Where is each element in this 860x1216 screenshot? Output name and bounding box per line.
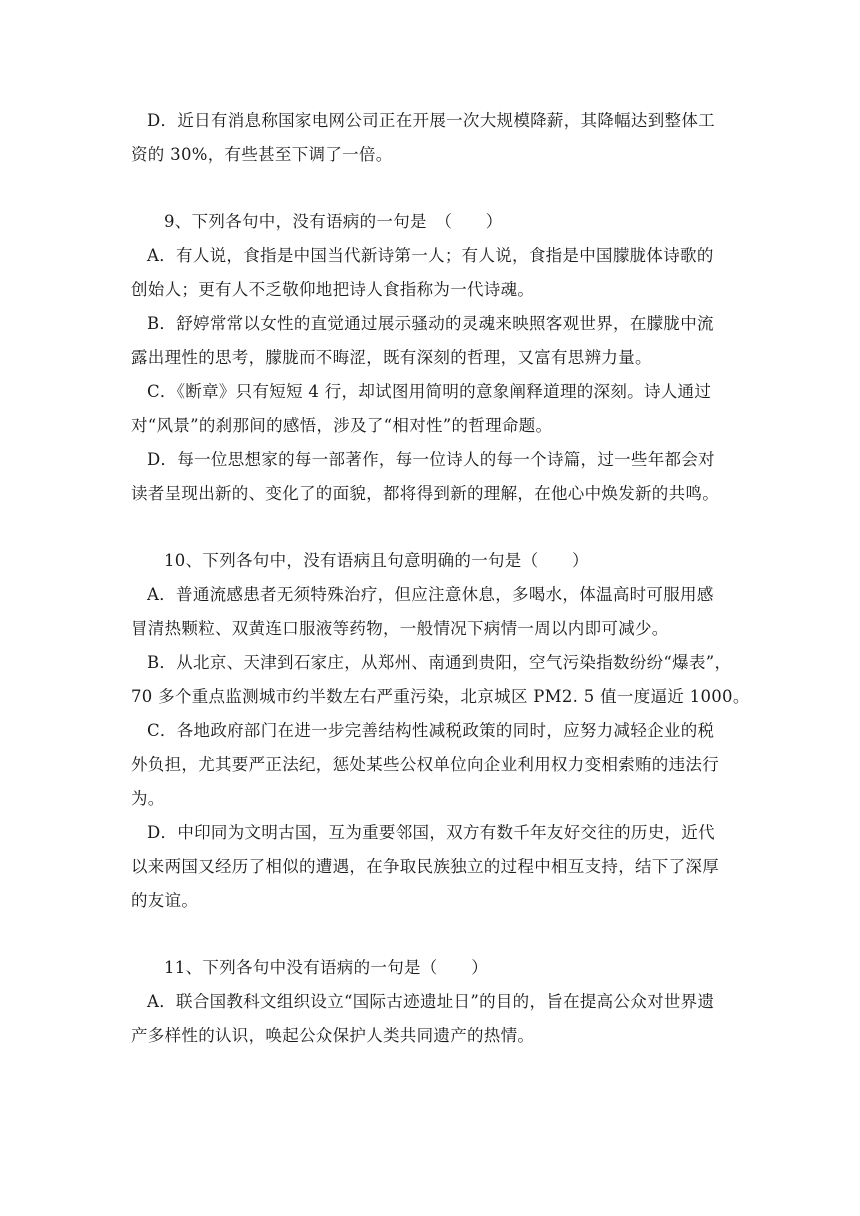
q10-option-c-line-2: 外负担，尤其要严正法纪，惩处某些公权单位向企业利用权力变相索贿的违法行 (131, 755, 719, 774)
q10-option-a-line-2: 冒清热颗粒、双黄连口服液等药物，一般情况下病情一周以内即可减少。 (131, 619, 669, 638)
q10-option-c-line-3: 为。 (131, 789, 165, 808)
q9-option-c-line-2: 对“风景”的刹那间的感悟，涉及了“相对性”的哲理命题。 (131, 416, 553, 435)
q10-option-d-line-3: 的友谊。 (131, 891, 199, 910)
q10-option-b-line-2: 70 多个重点监测城市约半数左右严重污染，北京城区 PM2. 5 值一度逼近 1000。 (131, 687, 750, 706)
q10-option-a-line-1: A．普通流感患者无须特殊治疗，但应注意休息，多喝水，体温高时可服用感 (147, 585, 714, 604)
q9-option-a-line-2: 创始人；更有人不乏敬仰地把诗人食指称为一代诗魂。 (131, 280, 535, 299)
q11-stem: 11、下列各句中没有语病的一句是（ ） (164, 958, 488, 977)
q11-option-a-line-1: A．联合国教科文组织设立“国际古迹遗址日”的目的，旨在提高公众对世界遗 (147, 992, 715, 1011)
q11-option-a-line-2: 产多样性的认识，唤起公众保护人类共同遗产的热情。 (131, 1026, 535, 1045)
q8-option-d-line-2: 资的 30%，有些甚至下调了一倍。 (131, 145, 393, 164)
q9-option-a-line-1: A．有人说，食指是中国当代新诗第一人；有人说，食指是中国朦胧体诗歌的 (147, 246, 714, 265)
q10-option-d-line-1: D．中印同为文明古国，互为重要邻国，双方有数千年友好交往的历史，近代 (147, 823, 715, 842)
q9-option-c-line-1: C．《断章》只有短短 4 行，却试图用简明的意象阐释道理的深刻。诗人通过 (147, 382, 712, 401)
q9-option-d-line-2: 读者呈现出新的、变化了的面貌，都将得到新的理解，在他心中焕发新的共鸣。 (131, 484, 719, 503)
q10-option-c-line-1: C．各地政府部门在进一步完善结构性减税政策的同时，应努力减轻企业的税 (147, 721, 715, 740)
q9-option-b-line-1: B．舒婷常常以女性的直觉通过展示骚动的灵魂来映照客观世界，在朦胧中流 (147, 314, 714, 333)
q10-stem: 10、下列各句中，没有语病且句意明确的一句是（ ） (164, 551, 589, 570)
q10-option-d-line-2: 以来两国又经历了相似的遭遇，在争取民族独立的过程中相互支持，结下了深厚 (131, 857, 719, 876)
q9-option-d-line-1: D．每一位思想家的每一部著作，每一位诗人的每一个诗篇，过一些年都会对 (147, 450, 715, 469)
q9-stem: 9、下列各句中，没有语病的一句是 （ ） (164, 212, 503, 231)
q8-option-d-line-1: D．近日有消息称国家电网公司正在开展一次大规模降薪，其降幅达到整体工 (147, 111, 715, 130)
q9-option-b-line-2: 露出理性的思考，朦胧而不晦涩，既有深刻的哲理，又富有思辨力量。 (131, 348, 652, 367)
q10-option-b-line-1: B．从北京、天津到石家庄，从郑州、南通到贵阳，空气污染指数纷纷“爆表”， (147, 653, 732, 672)
